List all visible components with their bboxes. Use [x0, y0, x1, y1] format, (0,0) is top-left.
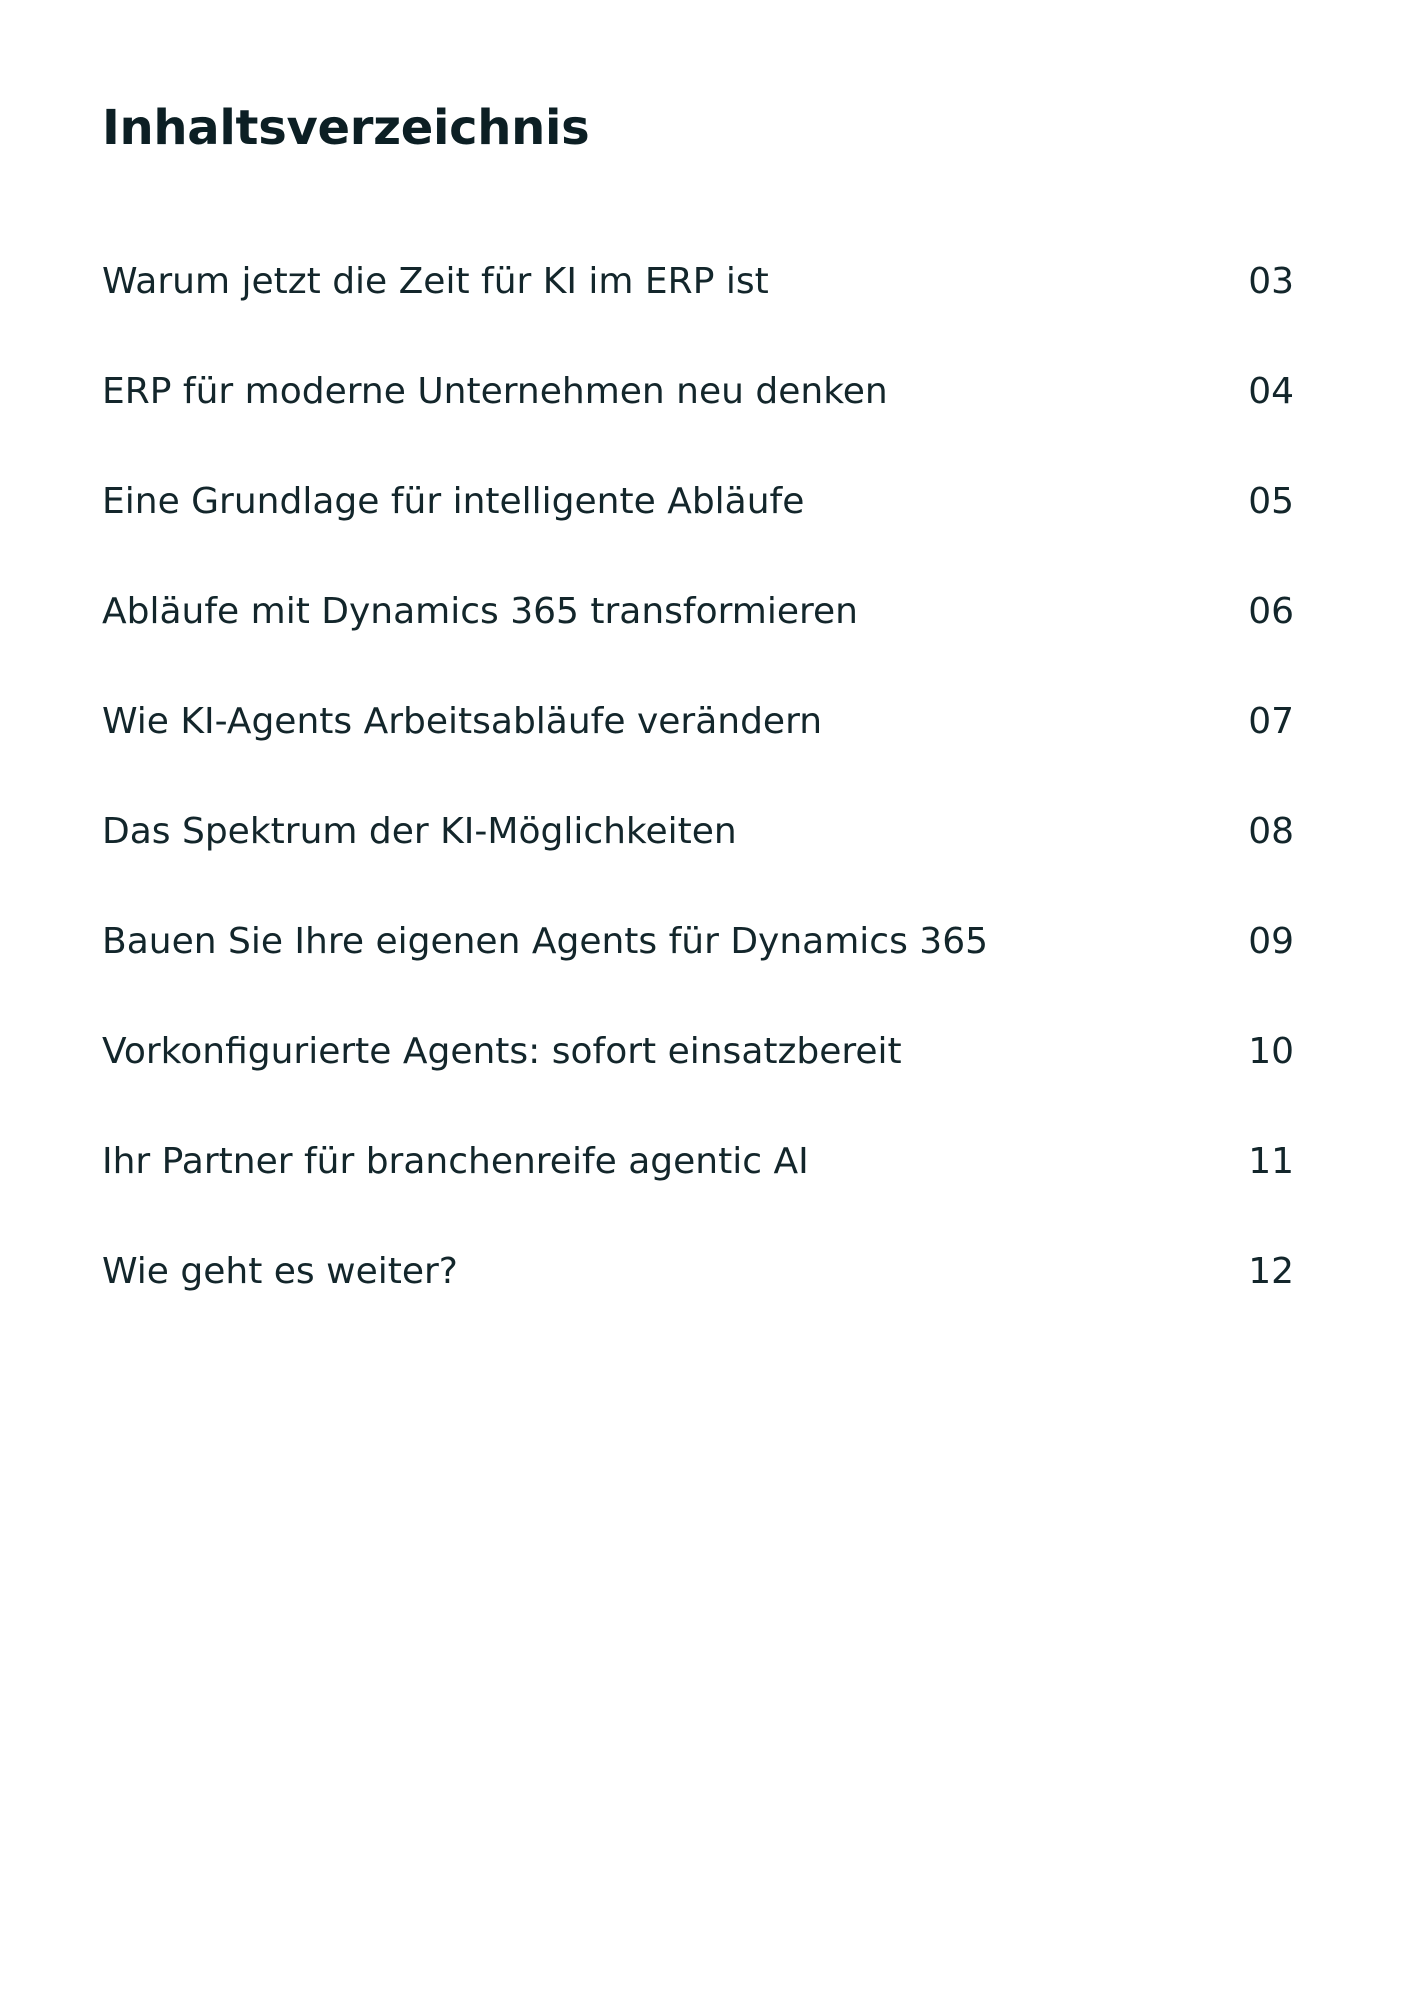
toc-entry-page-number: 12 [1248, 1251, 1294, 1292]
toc-entry-page-number: 09 [1248, 921, 1294, 962]
toc-entry-page-number: 08 [1248, 811, 1294, 852]
toc-entry-label: Ihr Partner für branchenreife agentic AI [102, 1141, 809, 1182]
page-title: Inhaltsverzeichnis [102, 100, 590, 156]
toc-entry-label: Bauen Sie Ihre eigenen Agents für Dynamics 365 [102, 921, 989, 962]
toc-entry[interactable] [102, 582, 1294, 692]
toc-entry-page-number: 10 [1248, 1031, 1294, 1072]
toc-entry-label: Eine Grundlage für intelligente Abläufe [102, 481, 805, 522]
toc-entry[interactable] [102, 362, 1294, 472]
toc-entry[interactable] [102, 692, 1294, 802]
toc-entry-label: Vorkonfigurierte Agents: sofort einsatzbereit [102, 1031, 902, 1072]
toc-entry[interactable] [102, 1022, 1294, 1132]
toc-entry[interactable] [102, 1132, 1294, 1242]
toc-entry-page-number: 07 [1248, 701, 1294, 742]
toc-entry-label: Abläufe mit Dynamics 365 transformieren [102, 591, 858, 632]
toc-entry[interactable] [102, 802, 1294, 912]
toc-entry[interactable] [102, 1242, 1294, 1352]
toc-entry-label: Warum jetzt die Zeit für KI im ERP ist [102, 261, 769, 302]
toc-entry[interactable] [102, 472, 1294, 582]
toc-entry-label: Wie geht es weiter? [102, 1251, 458, 1292]
toc-entry-page-number: 04 [1248, 371, 1294, 412]
toc-entry-page-number: 05 [1248, 481, 1294, 522]
toc-entry-label: ERP für moderne Unternehmen neu denken [102, 371, 888, 412]
toc-entry-page-number: 06 [1248, 591, 1294, 632]
toc-entry-label: Das Spektrum der KI-Möglichkeiten [102, 811, 737, 852]
toc-entry-label: Wie KI-Agents Arbeitsabläufe verändern [102, 701, 823, 742]
table-of-contents [102, 252, 1294, 1352]
toc-entry[interactable] [102, 912, 1294, 1022]
toc-entry[interactable] [102, 252, 1294, 362]
toc-entry-page-number: 03 [1248, 261, 1294, 302]
toc-entry-page-number: 11 [1248, 1141, 1294, 1182]
